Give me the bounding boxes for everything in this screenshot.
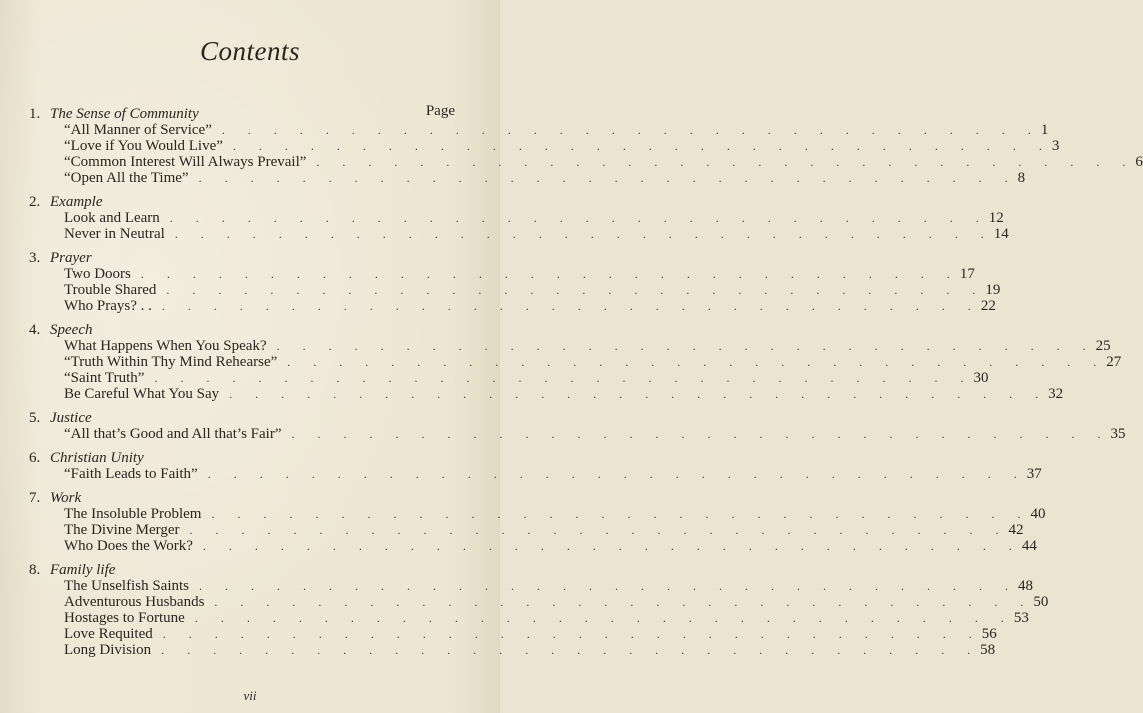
toc-entry [29,426,1126,442]
dot-leader: . . . . . . . . . . . . . . . . . . . . . . . . . . . . . . . . [287,355,1107,369]
entry-page-number: 27 [1106,354,1122,370]
dot-leader: . . . . . . . . . . . . . . . . . . . . . . . . . . . . . . . . [214,595,1034,609]
entry-title: Never in Neutral [64,226,165,242]
entry-page-number: 42 [1008,522,1024,538]
section-heading [29,490,455,506]
toc-entry [29,170,1026,186]
section-title: The Sense of Community [50,106,199,122]
entry-title: “Love if You Would Live” [64,138,223,154]
toc-entry [29,282,1001,298]
entry-page-number: 19 [985,282,1001,298]
entry-title: Be Careful What You Say [64,386,220,402]
entry-title: What Happens When You Speak? [64,338,267,354]
dot-leader: . . . . . . . . . . . . . . . . . . . . . . . . . . . . . . . . [169,211,989,225]
dot-leader: . . . . . . . . . . . . . . . . . . . . . . . . . . . . . . . . [276,339,1096,353]
entry-title: “Truth Within Thy Mind Rehearse” [64,354,278,370]
entry-page-number: 14 [993,226,1009,242]
entry-page-number: 1 [1040,122,1049,138]
section-heading [29,562,455,578]
entry-title: “Open All the Time” [64,170,189,186]
entry-title: Hostages to Fortune [64,610,185,626]
section-title: Speech [50,322,93,338]
dot-leader: . . . . . . . . . . . . . . . . . . . . . . . . . . . . . . . . [211,507,1031,521]
toc-entry [29,266,975,282]
dot-leader: . . . . . . . . . . . . . . . . . . . . . . . . . . . . . . . . [189,523,1009,537]
toc-entry [29,138,1060,154]
section-number: 4. [29,322,41,338]
dot-leader: . . . . . . . . . . . . . . . . . . . . . . . . . . . . . . . . [161,299,981,313]
dot-leader: . . . . . . . . . . . . . . . . . . . . . . . . . . . . . . . . [207,467,1027,481]
page-folio: vii [243,688,257,703]
section-number: 7. [29,490,41,506]
toc-entry [29,578,1033,594]
toc-entry [29,522,1024,538]
toc-entry [29,506,1046,522]
entry-title: Who Prays? . . [64,298,152,314]
page-column-heading: Page [425,103,455,119]
entry-title: Trouble Shared [64,282,157,298]
toc-section [29,322,1122,402]
entry-page-number: 30 [973,370,989,386]
entry-page-number: 25 [1095,338,1111,354]
toc-entry [29,210,1004,226]
section-title: Christian Unity [50,450,144,466]
toc-entry [29,298,996,314]
page-title: Contents [199,36,300,66]
entry-page-number: 40 [1030,506,1046,522]
section-number: 3. [29,250,41,266]
dot-leader: . . . . . . . . . . . . . . . . . . . . . . . . . . . . . . . . [202,539,1022,553]
dot-leader: . . . . . . . . . . . . . . . . . . . . . . . . . . . . . . . . [140,267,960,281]
entry-page-number: 32 [1048,386,1064,402]
toc-entry [29,122,1049,138]
toc-entry [29,594,1049,610]
entry-title: “All Manner of Service” [64,122,212,138]
section-title: Work [50,490,82,506]
section-number: 6. [29,450,41,466]
dot-leader: . . . . . . . . . . . . . . . . . . . . . . . . . . . . . . . . [154,371,974,385]
dot-leader: . . . . . . . . . . . . . . . . . . . . . . . . . . . . . . . . [162,627,982,641]
section-number: 2. [29,194,41,210]
entry-page-number: 8 [1017,170,1026,186]
toc-section [29,194,1009,242]
section-number: 8. [29,562,41,578]
entry-title: Love Requited [64,626,153,642]
entry-title: The Insoluble Problem [64,506,202,522]
dot-leader: . . . . . . . . . . . . . . . . . . . . . . . . . . . . . . . . [232,139,1052,153]
dot-leader: . . . . . . . . . . . . . . . . . . . . . . . . . . . . . . . . [229,387,1049,401]
entry-title: “Faith Leads to Faith” [64,466,198,482]
dot-leader: . . . . . . . . . . . . . . . . . . . . . . . . . . . . . . . . [198,171,1018,185]
toc-section [29,106,1143,186]
entry-title: Two Doors [64,266,131,282]
dot-leader: . . . . . . . . . . . . . . . . . . . . . . . . . . . . . . . . [221,123,1041,137]
dot-leader: . . . . . . . . . . . . . . . . . . . . . . . . . . . . . . . . [161,643,981,657]
entry-page-number: 3 [1051,138,1060,154]
entry-title: “Saint Truth” [64,370,145,386]
entry-page-number: 50 [1033,594,1049,610]
section-heading [29,194,455,210]
section-heading [29,410,455,426]
table-of-contents [29,106,1143,666]
entry-page-number: 12 [988,210,1004,226]
entry-page-number: 58 [980,642,996,658]
toc-entry [29,338,1111,354]
entry-title: Who Does the Work? [64,538,193,554]
section-heading [29,250,455,266]
entry-page-number: 22 [980,298,996,314]
toc-entry [29,626,997,642]
toc-entry [29,386,1064,402]
section-heading [29,450,455,466]
section-heading [29,322,455,338]
section-heading [29,106,455,122]
entry-title: Adventurous Husbands [64,594,205,610]
toc-section [29,562,1049,658]
toc-section [29,490,1046,554]
dot-leader: . . . . . . . . . . . . . . . . . . . . . . . . . . . . . . . . [291,427,1111,441]
toc-entry [29,354,1122,370]
entry-page-number: 37 [1026,466,1042,482]
section-number: 1. [29,106,41,122]
entry-title: The Unselfish Saints [64,578,189,594]
entry-page-number: 56 [981,626,997,642]
dot-leader: . . . . . . . . . . . . . . . . . . . . . . . . . . . . . . . . [174,227,994,241]
entry-title: “Common Interest Will Always Prevail” [64,154,307,170]
entry-page-number: 35 [1110,426,1126,442]
toc-section [29,450,1042,482]
entry-title: “All that’s Good and All that’s Fair” [64,426,282,442]
dot-leader: . . . . . . . . . . . . . . . . . . . . . . . . . . . . . . . . [199,579,1018,593]
toc-entry [29,154,1143,170]
entry-title: Long Division [64,642,152,658]
section-title: Prayer [50,250,92,266]
entry-title: Look and Learn [64,210,160,226]
dot-leader: . . . . . . . . . . . . . . . . . . . . . . . . . . . . . . . . [194,611,1014,625]
entry-title: The Divine Merger [64,522,180,538]
toc-section [29,250,1001,314]
toc-entry [29,642,996,658]
toc-section [29,410,1126,442]
entry-page-number: 48 [1018,578,1033,594]
toc-entry [29,466,1042,482]
toc-entry [29,226,1009,242]
section-number: 5. [29,410,41,426]
section-title: Family life [50,562,116,578]
dot-leader: . . . . . . . . . . . . . . . . . . . . . . . . . . . . . . . . [316,155,1136,169]
entry-page-number: 44 [1021,538,1037,554]
section-title: Example [50,194,103,210]
entry-page-number: 6 [1135,154,1143,170]
toc-entry [29,538,1037,554]
dot-leader: . . . . . . . . . . . . . . . . . . . . . . . . . . . . . . . . [166,283,986,297]
entry-page-number: 17 [959,266,975,282]
toc-entry [29,370,989,386]
section-title: Justice [50,410,92,426]
entry-page-number: 53 [1013,610,1029,626]
toc-entry [29,610,1029,626]
